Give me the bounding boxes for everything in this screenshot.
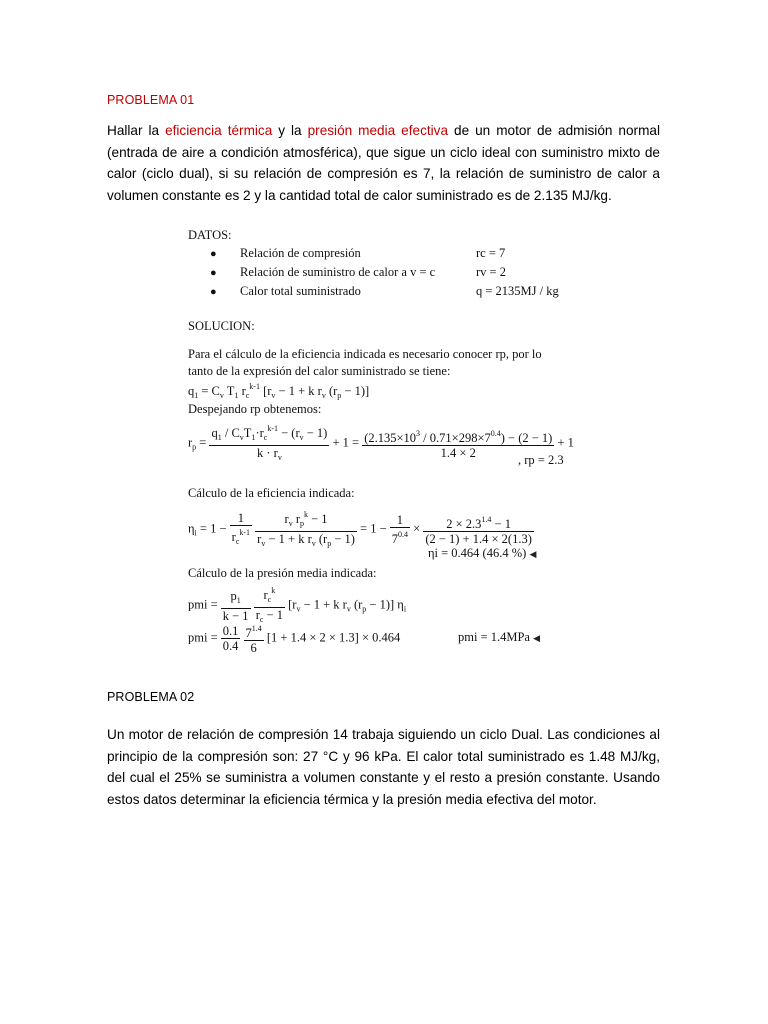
statement-text-b: y la	[272, 123, 308, 138]
dato-label-compression: Relación de compresión	[240, 246, 361, 260]
highlight-thermal-efficiency: eficiencia térmica	[165, 123, 273, 138]
intro-line-2: tanto de la expresión del calor suministrado se tiene:	[188, 364, 451, 378]
problem-1-heading: PROBLEMA 01	[107, 93, 195, 107]
calc-pmi-title: Cálculo de la presión media indicada:	[188, 566, 377, 580]
arrow-marker-icon: ◀	[529, 549, 537, 559]
rp-result: , rp = 2.3	[518, 453, 564, 467]
problem-2-statement: Un motor de relación de compresión 14 trabaja siguiendo un ciclo Dual. Las condiciones al principio de la compresión son: 27 °C y 96 kPa. El calor total suministrado es 1.48 MJ/kg, del cual el 25% se suministra a volumen constante y el resto a presión constante. Usando estos datos determinar la eficiencia térmica y la presión media efectiva del motor.	[107, 727, 660, 807]
dato-label-heat-total: Calor total suministrado	[240, 284, 361, 298]
pmi-result	[458, 630, 540, 645]
pmi-numeric: pmi = $\frac{0.1}{0.4}$ $\frac{7^{1.4}}{6}$ [1 + 1.4 × 2 × 1.3] × 0.464	[188, 624, 401, 655]
solution-scan	[188, 226, 588, 656]
pmi-result-text: pmi = 1.4MPa	[458, 630, 530, 644]
bullet-icon: ●	[210, 248, 217, 260]
datos-title: DATOS:	[188, 228, 232, 242]
arrow-marker-icon: ◀	[533, 633, 541, 643]
intro-line-1: Para el cálculo de la eficiencia indicada es necesario conocer rp, por lo	[188, 347, 542, 361]
statement-text-a: Hallar la	[107, 123, 166, 138]
problem-1-statement	[107, 120, 660, 206]
dato-value-compression: rc = 7	[476, 246, 506, 260]
pmi-formula: pmi = $\frac{p_1}{k - 1}$ $\frac{r_c^k}{r_c - 1}$ [$r_v - 1 + k$ $r_v$ $(r_p - 1)$] $\eta_i$	[188, 586, 407, 624]
statement-text-c: de un motor de admisión normal (entrada de aire a condición atmosférica), que sigue un ciclo ideal con suministro mixto de calor (ciclo dual), si su relación de compresión es 7, la relación de suministro de calor a volumen constante es 2 y la cantidad total de calor suministrado es de 2.135 MJ/kg.	[107, 123, 660, 203]
highlight-mean-effective-pressure: presión media efectiva	[307, 123, 449, 138]
dato-value-heat-total: q = 2135MJ / kg	[476, 284, 559, 298]
calc-efficiency-title: Cálculo de la eficiencia indicada:	[188, 486, 355, 500]
heat-equation: $q_1 = C_v$ $T_1$ $r_c^{k-1}$ [$r_v - 1 + k$ $r_v$ $(r_p - 1)$]	[188, 382, 370, 400]
dato-label-heat-ratio: Relación de suministro de calor a v = c	[240, 265, 436, 279]
problem-2-heading: PROBLEMA 02	[107, 690, 195, 704]
efficiency-result-text: ηi = 0.464 (46.4 %)	[428, 546, 527, 560]
dato-value-heat-ratio: rv = 2	[476, 265, 506, 279]
efficiency-equation: $\eta_i = 1$ − $\frac{1}{r_c^{k-1}}$ $\frac{r_v r_p^k - 1}{r_v - 1 + k r_v (r_p - 1)}$ = 1 − $\frac{1}{7^{0.4}}$ × $\frac{2 \times 2.3^{1.4} - 1}{(2 - 1) + 1.4 \times 2(1.3)}$	[188, 510, 532, 548]
solucion-title: SOLUCION:	[188, 319, 255, 333]
bullet-icon: ●	[210, 286, 217, 298]
rp-equation: $r_p$ = $\frac{q_1 / C_vT_1\cdot r_c^{k-1} - (r_v - 1)}{k \cdot r_v}$ + 1 = $\frac{(2.135\times 10^3 / 0.71\times 298\times 7^{0.4}) - (2 - 1)}{1.4 \times 2}$ + 1	[188, 424, 574, 462]
efficiency-result	[428, 546, 536, 561]
despejando-text: Despejando rp obtenemos:	[188, 402, 322, 416]
bullet-icon: ●	[210, 267, 217, 279]
